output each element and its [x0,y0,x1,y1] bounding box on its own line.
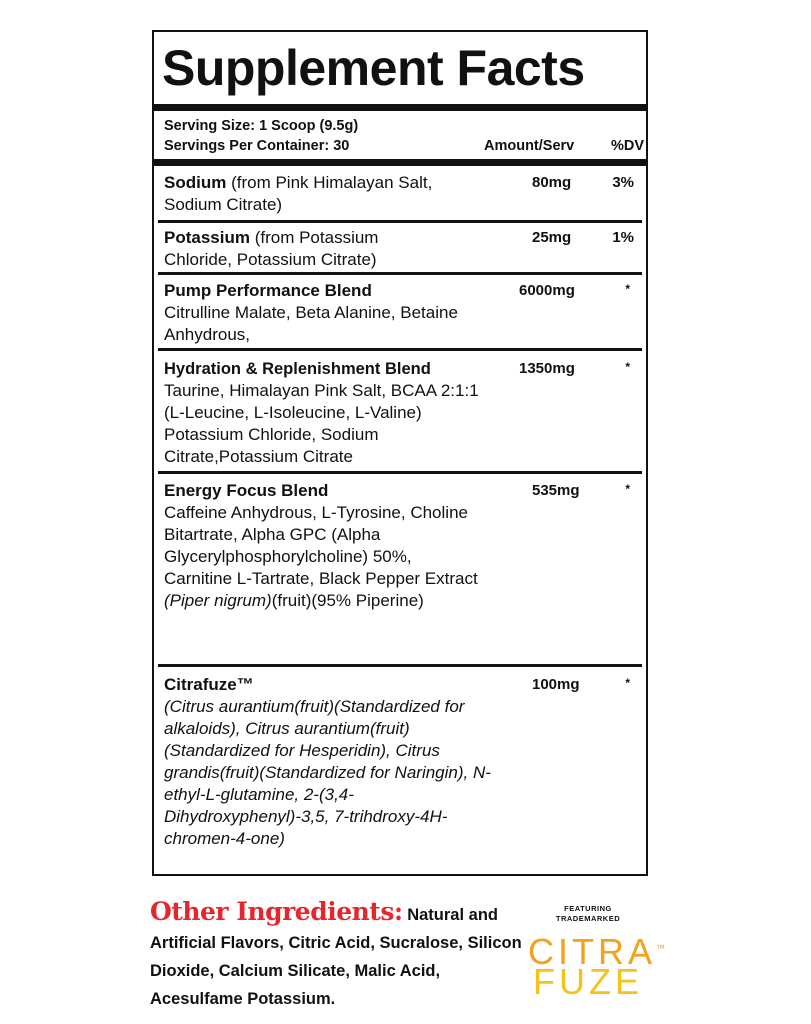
ingredient-dv: * [625,676,630,690]
title-rule [154,104,646,111]
logo-featuring: FEATURING [564,904,612,913]
row-rule [158,220,642,223]
logo-word-citra-text: CITRA [528,931,656,972]
other-ingredients-text: Natural and Artificial Flavors, Citric Acid, Sucralose, Silicon Dioxide, Calcium Silicate, Malic Acid, Acesulfame Potassium. [150,906,522,1008]
ingredient-desc-cont: Sodium Citrate) [164,195,283,214]
ingredient-desc-italic: (Piper nigrum) [164,591,272,610]
ingredient-row-pump-blend [164,280,638,346]
other-ingredients-label: Other Ingredients: [150,897,403,926]
servings-per-container-text: Servings Per Container: 30 [164,138,350,154]
ingredient-row-potassium [164,227,638,271]
amount-header: Amount/Serv [484,138,575,154]
ingredient-desc: Caffeine Anhydrous, L-Tyrosine, Choline Bitartrate, Alpha GPC (Alpha Glycerylphosphorylcholine) 50%, Carnitine L-Tartrate, Black Pepper Extract [164,503,478,588]
ingredient-name: Sodium [164,173,227,192]
ingredient-desc: (Citrus aurantium(fruit)(Standardized for alkaloids), Citrus aurantium(fruit)(Standardized for Hesperidin), Citrus grandis(fruit)(Standardized for Naringin), N-ethyl-L-glutamine, 2-(3,4-Dihydroxyphenyl)-3,5, 7-trihdroxy-4H-chromen-4-one) [164,697,491,848]
ingredient-row-hydration-blend [164,358,638,468]
serving-size: Serving Size: 1 Scoop (9.5g) [164,118,359,134]
row-rule [158,348,642,351]
ingredient-desc-cont: Chloride, Potassium Citrate) [164,250,377,269]
ingredient-dv: 1% [612,229,634,246]
ingredient-name: Hydration & Replenishment Blend [164,360,431,378]
row-rule [158,471,642,474]
header-rule [154,159,646,166]
ingredient-name: Citrafuze™ [164,675,254,694]
ingredient-amount: 1350mg [519,360,575,377]
row-rule [158,664,642,667]
ingredient-dv: * [625,282,630,296]
ingredient-desc: Taurine, Himalayan Pink Salt, BCAA 2:1:1 (L-Leucine, L-Isoleucine, L-Valine) Potassium Chloride, Sodium Citrate,Potassium Citrate [164,381,479,466]
citrafuze-logo [528,904,665,1004]
other-ingredients [150,898,522,1013]
ingredient-dv: * [625,482,630,496]
ingredient-name: Energy Focus Blend [164,481,329,500]
ingredient-amount: 100mg [532,676,580,693]
ingredient-amount: 80mg [532,174,572,191]
ingredient-desc-cont: (fruit)(95% Piperine) [271,591,424,610]
logo-tm: ™ [656,943,665,953]
logo-word-fuze: FUZE [533,961,643,1002]
ingredient-name: Pump Performance Blend [164,281,372,300]
ingredient-row-energy-blend [164,480,638,612]
ingredient-amount: 25mg [532,229,572,246]
ingredient-amount: 535mg [532,482,580,499]
row-rule [158,272,642,275]
ingredient-row-citrafuze [164,674,638,850]
panel-title: Supplement Facts [162,40,585,96]
logo-trademarked: TRADEMARKED [555,914,621,923]
ingredient-dv: 3% [612,174,634,191]
ingredient-desc: (from Potassium [249,228,379,247]
ingredient-amount: 6000mg [519,282,575,299]
ingredient-desc: (from Pink Himalayan Salt, [226,173,433,192]
supplement-facts-panel [152,30,648,876]
servings-per-container [164,136,645,156]
ingredient-name: Potassium [164,228,250,247]
dv-header: %DV [611,138,645,154]
ingredient-row-sodium [164,172,638,216]
ingredient-dv: * [625,360,630,374]
ingredient-desc: Citrulline Malate, Beta Alanine, Betaine Anhydrous, [164,303,458,344]
